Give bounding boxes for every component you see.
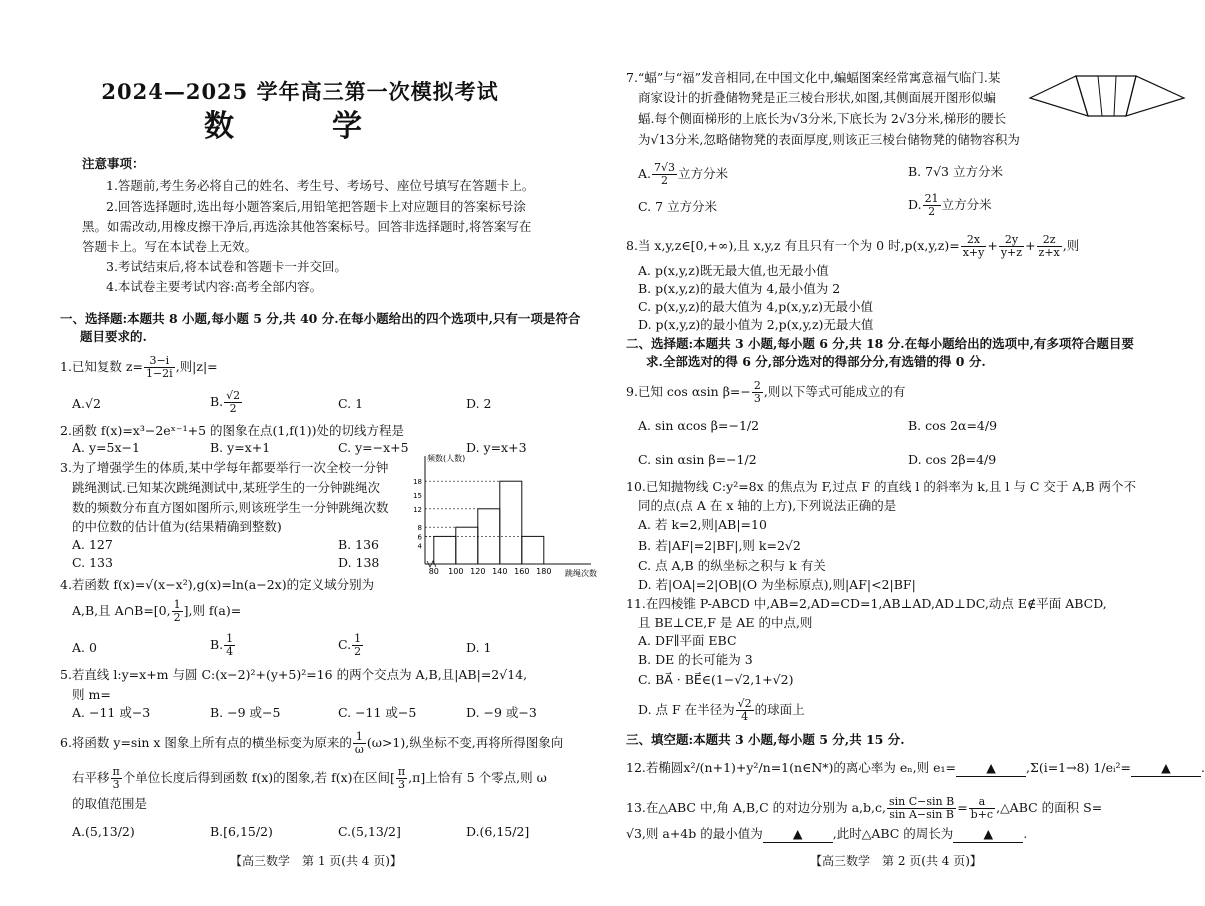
section-2-heading-cont: 求.全部选对的得 6 分,部分选对的得部分分,有选错的得 0 分. xyxy=(646,354,986,369)
q2-option-c[interactable]: C. y=−x+5 xyxy=(338,440,409,455)
q2-option-a[interactable]: A. y=5x−1 xyxy=(72,440,140,455)
x-tick-label: 160 xyxy=(514,567,530,576)
q5-option-d[interactable]: D. −9 或−3 xyxy=(466,705,537,720)
q8-option-b[interactable]: B. p(x,y,z)的最大值为 4,最小值为 2 xyxy=(638,281,841,296)
x-tick-label: 80 xyxy=(428,567,439,576)
q3-option-b[interactable]: B. 136 xyxy=(338,537,379,552)
question-6-stem-cont: 右平移 $\frac{\pi}{3}$ 个单位长度后得到函数 f(x)的图象,若 f(x)在区间[ $\frac{\pi}{3}$ ,π]上恰有 5 个零点,则 ω xyxy=(72,765,547,791)
question-3-stem: 数的频数分布直方图如图所示,则该班学生一分钟跳绳次数 xyxy=(72,500,389,515)
answer-blank[interactable]: ▲ xyxy=(1131,760,1201,777)
question-3-stem: 3.为了增强学生的体质,某中学每年都要举行一次全校一分钟 xyxy=(60,460,389,475)
notice-line: 4.本试卷主要考试内容:高考全部内容。 xyxy=(106,279,323,294)
q1-option-c[interactable]: C. 1 xyxy=(338,396,364,411)
histogram-bar xyxy=(500,481,522,564)
q3-option-d[interactable]: D. 138 xyxy=(338,555,380,570)
exam-title: 2024—2025 学年高三第一次模拟考试 xyxy=(101,79,499,104)
question-8-stem: 8.当 x,y,z∈[0,+∞),且 x,y,z 有且只有一个为 0 时,p(x,y,z)= $\frac{2x}{x+y}$ + $\frac{2y}{y+z}$ + $\frac{2z}{z+x}$ ,则 xyxy=(626,233,1080,259)
question-13-stem-cont: √3,则 a+4b 的最小值为 ▲ ,此时△ABC 的周长为 ▲ . xyxy=(626,826,1028,841)
q7-option-c[interactable]: C. 7 立方分米 xyxy=(638,199,717,214)
y-tick-label: 8 xyxy=(417,524,422,533)
q9-option-b[interactable]: B. cos 2α=4/9 xyxy=(908,418,998,433)
answer-blank[interactable]: ▲ xyxy=(956,760,1026,777)
y-axis-label: 频数(人数) xyxy=(427,454,466,463)
question-7-stem: 商家设计的折叠储物凳是正三棱台形状,如图,其侧面展开图形似蝙 xyxy=(638,90,996,105)
q3-option-c[interactable]: C. 133 xyxy=(72,555,113,570)
question-7-stem: 蝠.每个侧面梯形的上底长为√3分米,下底长为 2√3分米,梯形的腰长 xyxy=(638,111,1007,126)
q2-option-d[interactable]: D. y=x+3 xyxy=(466,440,527,455)
q11-option-b[interactable]: B. DE 的长可能为 3 xyxy=(638,652,753,667)
q6-option-c[interactable]: C.(5,13/2] xyxy=(338,824,401,839)
y-tick-label: 15 xyxy=(413,492,422,500)
q5-option-a[interactable]: A. −11 或−3 xyxy=(72,705,151,720)
question-5-stem-cont: 则 m= xyxy=(72,687,111,702)
page-footer-left: 【高三数学 第 1 页(共 4 页)】 xyxy=(230,854,402,868)
sum-expression: Σ(i=1→8) 1/eᵢ² xyxy=(1029,760,1121,775)
q3-option-a[interactable]: A. 127 xyxy=(72,537,113,552)
x-tick-label: 120 xyxy=(470,567,486,576)
question-3-stem: 的中位数的估计值为(结果精确到整数) xyxy=(72,519,282,534)
notice-line: 黑。如需改动,用橡皮擦干净后,再选涂其他答案标号。回答非选择题时,将答案写在 xyxy=(82,219,532,234)
y-tick-label: 4 xyxy=(417,542,422,551)
histogram-bar xyxy=(522,536,544,564)
q9-option-a[interactable]: A. sin αcos β=−1/2 xyxy=(638,418,760,433)
q1-option-d[interactable]: D. 2 xyxy=(466,396,492,411)
q9-option-c[interactable]: C. sin αsin β=−1/2 xyxy=(638,452,757,467)
question-9-stem: 9.已知 cos αsin β=− $\frac{2}{3}$ ,则以下等式可能成立的有 xyxy=(626,379,906,405)
question-2-stem: 2.函数 f(x)=x³−2eˣ⁻¹+5 的图象在点(1,f(1))处的切线方程是 xyxy=(60,423,405,438)
q8-option-d[interactable]: D. p(x,y,z)的最小值为 2,p(x,y,z)无最大值 xyxy=(638,317,874,332)
question-13-stem: 13.在△ABC 中,角 A,B,C 的对边分别为 a,b,c, $\frac{\text{sin C−sin B}}{\text{sin A−sin B}}$ = $\frac{a}{b+c}$ ,△ABC 的面积 S= xyxy=(626,795,1103,821)
q5-option-c[interactable]: C. −11 或−5 xyxy=(338,705,417,720)
y-tick-label: 12 xyxy=(413,505,422,514)
x-axis-label: 跳绳次数 xyxy=(565,569,597,578)
q10-option-a[interactable]: A. 若 k=2,则|AB|=10 xyxy=(638,517,767,532)
page-footer-right: 【高三数学 第 2 页(共 4 页)】 xyxy=(810,854,982,868)
section-2-heading: 二、选择题:本题共 3 小题,每小题 6 分,共 18 分.在每小题给出的选项中,有多项符合题目要 xyxy=(626,336,1134,351)
y-tick-label: 6 xyxy=(417,533,422,542)
question-10-stem: 同的点(点 A 在 x 轴的上方),下列说法正确的是 xyxy=(638,498,897,513)
q8-option-c[interactable]: C. p(x,y,z)的最大值为 4,p(x,y,z)无最小值 xyxy=(638,299,873,314)
x-tick-label: 100 xyxy=(448,567,464,576)
q5-option-b[interactable]: B. −9 或−5 xyxy=(210,705,281,720)
q10-option-c[interactable]: C. 点 A,B 的纵坐标之积与 k 有关 xyxy=(638,558,826,573)
question-12-stem: 12.若椭圆x²/(n+1)+y²/n=1(n∈N*)的离心率为 eₙ,则 e₁= ▲ ,Σ(i=1→8) 1/eᵢ²= ▲ . xyxy=(626,760,1205,775)
subject-title: 数 学 xyxy=(204,109,396,144)
section-1-heading: 一、选择题:本题共 8 小题,每小题 5 分,共 40 分.在每小题给出的四个选项中,只有一项是符合 xyxy=(60,311,581,326)
q4-option-a[interactable]: A. 0 xyxy=(72,640,97,655)
q6-option-d[interactable]: D.(6,15/2] xyxy=(466,824,530,839)
q7-option-d[interactable]: D. $\frac{21}{2}$ 立方分米 xyxy=(908,192,992,218)
notice-line: 答题卡上。写在本试卷上无效。 xyxy=(82,239,258,254)
histogram-bar xyxy=(456,527,478,564)
q8-option-a[interactable]: A. p(x,y,z)既无最大值,也无最小值 xyxy=(638,263,829,278)
question-11-stem: 且 BE⊥CE,F 是 AE 的中点,则 xyxy=(638,615,813,630)
question-7-stem: 7.“蝠”与“福”发音相同,在中国文化中,蝙蝠图案经常寓意福气临门.某 xyxy=(626,70,1001,85)
q11-option-d[interactable]: D. 点 F 在半径为 $\frac{√2}{4}$ 的球面上 xyxy=(638,697,805,723)
answer-blank[interactable]: ▲ xyxy=(763,826,833,843)
q7-option-b[interactable]: B. 7√3 立方分米 xyxy=(908,164,1003,179)
frequency-histogram xyxy=(405,452,595,582)
section-1-heading-cont: 题目要求的. xyxy=(80,329,147,344)
q4-option-d[interactable]: D. 1 xyxy=(466,640,492,655)
q9-option-d[interactable]: D. cos 2β=4/9 xyxy=(908,452,997,467)
q4-option-b[interactable]: B. $\frac{1}{4}$ xyxy=(210,632,234,658)
question-1-stem: 1.已知复数 z= $\frac{3-i}{1-2i}$ ,则|z|= xyxy=(60,354,218,380)
question-3-stem: 跳绳测试.已知某次跳绳测试中,某班学生的一分钟跳绳次 xyxy=(72,480,380,495)
q4-option-c[interactable]: C. $\frac{1}{2}$ xyxy=(338,632,362,658)
q10-option-b[interactable]: B. 若|AF|=2|BF|,则 k=2√2 xyxy=(638,538,801,553)
question-10-stem: 10.已知抛物线 C:y²=8x 的焦点为 F,过点 F 的直线 l 的斜率为 k,且 l 与 C 交于 A,B 两个不 xyxy=(626,479,1136,494)
notice-heading: 注意事项： xyxy=(82,156,145,171)
y-tick-label: 18 xyxy=(413,478,422,487)
q11-option-a[interactable]: A. DF∥平面 EBC xyxy=(638,633,737,648)
q2-option-b[interactable]: B. y=x+1 xyxy=(210,440,271,455)
q1-option-a[interactable]: A.√2 xyxy=(72,396,101,411)
question-11-stem: 11.在四棱锥 P-ABCD 中,AB=2,AD=CD=1,AB⊥AD,AD⊥DC,动点 E∉平面 ABCD, xyxy=(626,596,1107,611)
answer-blank[interactable]: ▲ xyxy=(953,826,1023,843)
section-3-heading: 三、填空题:本题共 3 小题,每小题 5 分,共 15 分. xyxy=(626,732,905,747)
question-7-stem: 为√13分米,忽略储物凳的表面厚度,则该正三棱台储物凳的储物容积为 xyxy=(638,132,1020,147)
q6-option-a[interactable]: A.(5,13/2) xyxy=(72,824,135,839)
q1-option-b[interactable]: B. $\frac{√2}{2}$ xyxy=(210,389,241,415)
notice-line: 2.回答选择题时,选出每小题答案后,用铅笔把答题卡上对应题目的答案标号涂 xyxy=(106,199,526,214)
x-tick-label: 140 xyxy=(492,567,508,576)
ellipse-equation: x²/(n+1)+y²/n=1 xyxy=(683,760,790,775)
question-6-stem: 6.将函数 y=sin x 图象上所有点的横坐标变为原来的 $\frac{1}{\omega}$ (ω>1),纵坐标不变,再将所得图象向 xyxy=(60,730,564,756)
x-tick-label: 180 xyxy=(536,567,552,576)
question-4-stem: 4.若函数 f(x)=√(x−x²),g(x)=ln(a−2x)的定义域分别为 xyxy=(60,577,375,592)
q6-option-b[interactable]: B.[6,15/2) xyxy=(210,824,273,839)
q11-option-c[interactable]: C. BA⃗ · BE⃗∈(1−√2,1+√2) xyxy=(638,672,794,687)
question-5-stem: 5.若直线 l:y=x+m 与圆 C:(x−2)²+(y+5)²=16 的两个交点为 A,B,且|AB|=2√14, xyxy=(60,667,528,682)
bat-net-diagram xyxy=(1028,68,1188,130)
notice-line: 1.答题前,考生务必将自己的姓名、考生号、考场号、座位号填写在答题卡上。 xyxy=(106,178,535,193)
page-right xyxy=(600,0,1205,906)
page-left xyxy=(0,0,600,906)
histogram-bar xyxy=(434,536,456,564)
question-4-stem-cont: A,B,且 A∩B=[0, $\frac{1}{2}$ ],则 f(a)= xyxy=(72,598,242,624)
q7-option-a[interactable]: A. $\frac{7√3}{2}$ 立方分米 xyxy=(638,161,729,187)
question-6-stem-cont: 的取值范围是 xyxy=(72,796,148,811)
q10-option-d[interactable]: D. 若|OA|=2|OB|(O 为坐标原点),则|AF|<2|BF| xyxy=(638,577,916,592)
notice-line: 3.考试结束后,将本试卷和答题卡一并交回。 xyxy=(106,259,347,274)
